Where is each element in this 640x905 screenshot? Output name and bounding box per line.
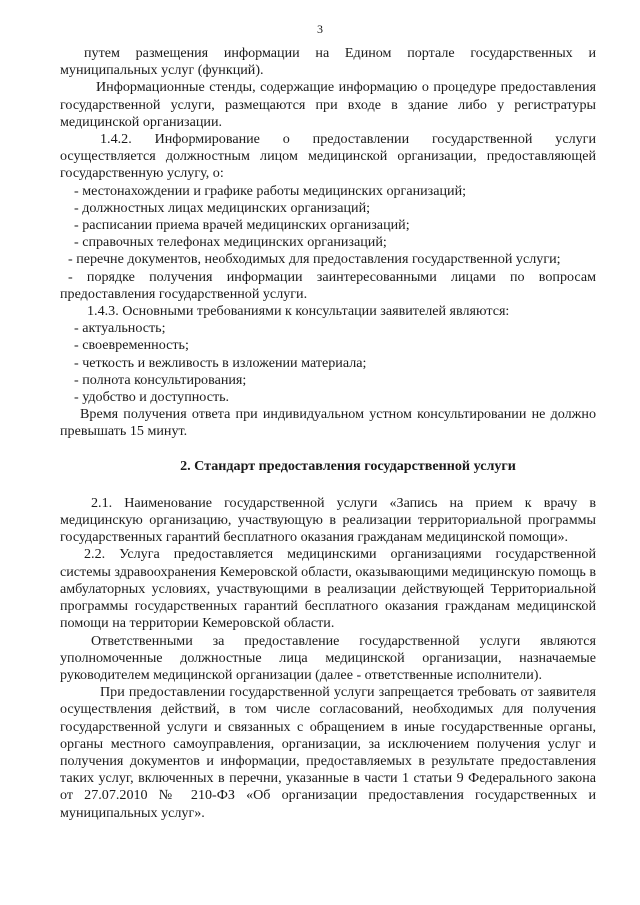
list-item: - справочных телефонах медицинских организаций; <box>74 234 387 251</box>
list-item: - перечне документов, необходимых для предоставления государственной услуги; <box>68 251 561 268</box>
list-item: - своевременность; <box>74 337 189 354</box>
paragraph-responsible: Ответственными за предоставление государственной услуги являются уполномоченные должностные лица медицинской организации, назначаемые руководителем медицинской организации (далее - ответственные исполнители). <box>60 632 596 683</box>
paragraph-2-1: 2.1. Наименование государственной услуги «Запись на прием к врачу в медицинскую организацию, участвующую в реализации территориальной программы государственных гарантий бесплатного оказания гражданам медицинской помощи». <box>60 494 596 546</box>
list-item: - расписании приема врачей медицинских организаций; <box>74 217 410 234</box>
list-item: - актуальность; <box>74 320 166 337</box>
paragraph-prohibition: При предоставлении государственной услуги запрещается требовать от заявителя осуществления действий, в том числе согласований, необходимых для получения государственной услуги и связанных с обращением в иные государственные органы, органы местного самоуправления, организации, за исключением получения услуг и получения документов и информации, предоставляемых в результате предоставления таких услуг, включенных в перечни, указанные в части 1 статьи 9 Федерального закона от 27.07.2010 № 210-ФЗ «Об организации предоставления государственных и муниципальных услуг». <box>60 684 596 821</box>
document-body <box>60 45 596 822</box>
paragraph-1-4-2: 1.4.2. Информирование о предоставлении государственной услуги осуществляется должностным лицом медицинской организации, предоставляющей государственную услугу, о: <box>60 131 596 182</box>
paragraph-info-stands: Информационные стенды, содержащие информацию о процедуре предоставления государственной услуги, размещаются при входе в здание либо у регистратуры медицинской организации. <box>60 79 596 130</box>
paragraph-2-2: 2.2. Услуга предоставляется медицинскими организациями государственной системы здравоохранения Кемеровской области, оказывающими медицинскую помощь в амбулаторных условиях, участвующими в реализации действующей Территориальной программы государственных гарантий бесплатного оказания гражданам медицинской помощи на территории Кемеровской области. <box>60 546 597 632</box>
list-item: - порядке получения информации заинтересованными лицами по вопросам предоставления государственной услуги. <box>60 268 596 302</box>
paragraph-portal: путем размещения информации на Едином портале государственных и муниципальных услуг (функций). <box>60 45 596 79</box>
list-item: - удобство и доступность. <box>74 389 230 406</box>
list-item: - местонахождении и графике работы медицинских организаций; <box>74 182 467 199</box>
list-item: - должностных лицах медицинских организаций; <box>74 199 371 216</box>
list-item: - полнота консультирования; <box>74 371 247 388</box>
section-heading: 2. Стандарт предоставления государственной услуги <box>180 457 516 474</box>
page-number: 3 <box>317 22 323 36</box>
paragraph-response-time: Время получения ответа при индивидуальном устном консультировании не должно превышать 15 минут. <box>60 406 596 440</box>
list-item: - четкость и вежливость в изложении материала; <box>74 354 367 371</box>
paragraph-1-4-3: 1.4.3. Основными требованиями к консультации заявителей являются: <box>87 303 510 320</box>
